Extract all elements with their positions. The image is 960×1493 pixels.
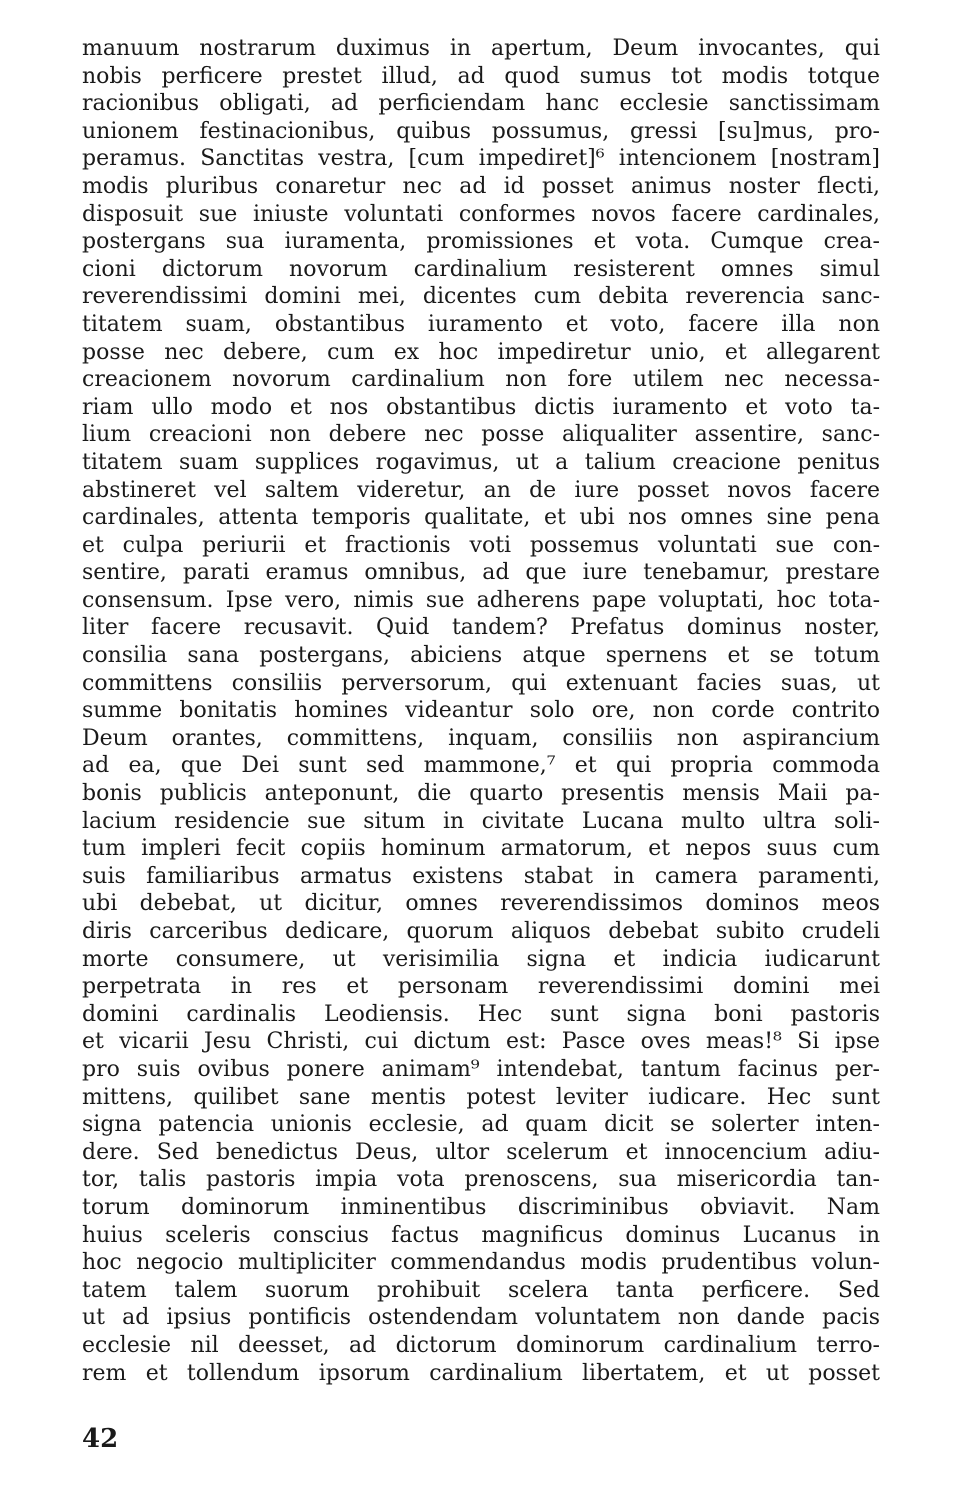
text-line: riam ullo modo et nos obstantibus dictis iuramento et voto ta-: [82, 394, 880, 420]
text-line: summe bonitatis homines videantur solo ore, non corde contrito: [82, 698, 880, 724]
text-line: titatem suam supplices rogavimus, ut a talium creacione penitus: [82, 449, 880, 475]
text-line: committens consiliis perversorum, qui extenuant facies suas, ut: [82, 670, 880, 696]
text-line: nobis perficere prestet illud, ad quod sumus tot modis totque: [82, 63, 880, 89]
text-line: suis familiaribus armatus existens stabat in camera paramenti,: [82, 863, 880, 889]
text-line: tum impleri fecit copiis hominum armatorum, et nepos suus cum: [82, 836, 880, 862]
text-line: abstineret vel saltem videretur, an de iure posset novos facere: [82, 477, 880, 503]
text-line: mittens, quilibet sane mentis potest leviter iudicare. Hec sunt: [82, 1084, 880, 1110]
text-line: consensum. Ipse vero, nimis sue adherens pape voluptati, hoc tota-: [82, 587, 880, 613]
text-line: bonis publicis anteponunt, die quarto presentis mensis Maii pa-: [82, 781, 880, 807]
text-line: posse nec debere, cum ex hoc impediretur unio, et allegarent: [82, 339, 880, 365]
text-line: perpetrata in res et personam reverendissimi domini mei: [82, 974, 880, 1000]
text-line: ubi debebat, ut dicitur, omnes reverendissimos dominos meos: [82, 891, 880, 917]
text-line: ut ad ipsius pontificis ostendendam voluntatem non dande pacis: [82, 1305, 880, 1331]
text-line: manuum nostrarum duximus in apertum, Deum invocantes, qui: [82, 36, 880, 61]
text-line: et culpa periurii et fractionis voti possemus voluntati sue con-: [82, 532, 880, 558]
text-line: dere. Sed benedictus Deus, ultor scelerum et innocencium adiu-: [82, 1139, 880, 1165]
text-line: postergans sua iuramenta, promissiones et vota. Cumque crea-: [82, 229, 880, 255]
text-line: unionem festinacionibus, quibus possumus, gressi [su]mus, pro-: [82, 118, 880, 144]
text-line: consilia sana postergans, abiciens atque spernens et se totum: [82, 643, 880, 669]
text-line: reverendissimi domini mei, dicentes cum debita reverencia sanc-: [82, 284, 880, 310]
text-line: lium creacioni non debere nec posse aliqualiter assentire, sanc-: [82, 422, 880, 448]
text-line: lacium residencie sue situm in civitate Lucana multo ultra soli-: [82, 808, 880, 834]
page-number: 42: [82, 1424, 119, 1454]
text-line: sentire, parati eramus omnibus, ad que iure tenebamur, prestare: [82, 560, 880, 586]
text-line: huius sceleris conscius factus magnificus dominus Lucanus in: [82, 1222, 880, 1248]
text-line: ecclesie nil deesset, ad dictorum dominorum cardinalium terro-: [82, 1332, 880, 1358]
text-line: morte consumere, ut verisimilia signa et indicia iudicarunt: [82, 946, 880, 972]
text-line: signa patencia unionis ecclesie, ad quam dicit se solerter inten-: [82, 1112, 880, 1138]
body-text: [82, 35, 880, 1387]
text-line: modis pluribus conaretur nec ad id posset animus noster flecti,: [82, 173, 880, 199]
text-line: et vicarii Jesu Christi, cui dictum est: Pasce oves meas!⁸ Si ipse: [82, 1029, 880, 1055]
text-line: peramus. Sanctitas vestra, [cum impediret]⁶ intencionem [nostram]: [82, 146, 880, 172]
text-line: racionibus obligati, ad perficiendam hanc ecclesie sanctissimam: [82, 91, 880, 117]
text-line: creacionem novorum cardinalium non fore utilem nec necessa-: [82, 367, 880, 393]
text-line: cardinales, attenta temporis qualitate, et ubi nos omnes sine pena: [82, 505, 880, 531]
text-line: rem et tollendum ipsorum cardinalium libertatem, et ut posset: [82, 1360, 880, 1386]
text-line: domini cardinalis Leodiensis. Hec sunt signa boni pastoris: [82, 1001, 880, 1027]
text-line: hoc negocio multipliciter commendandus modis prudentibus volun-: [82, 1250, 880, 1276]
text-line: diris carceribus dedicare, quorum aliquos debebat subito crudeli: [82, 919, 880, 944]
text-line: pro suis ovibus ponere animam⁹ intendebat, tantum facinus per-: [82, 1056, 880, 1082]
text-line: torum dominorum inminentibus discriminibus obviavit. Nam: [82, 1194, 880, 1220]
text-line: tor, talis pastoris impia vota prenoscens, sua misericordia tan-: [82, 1167, 880, 1193]
text-line: titatem suam, obstantibus iuramento et voto, facere illa non: [82, 311, 880, 337]
text-line: liter facere recusavit. Quid tandem? Prefatus dominus noster,: [82, 615, 880, 641]
text-line: cioni dictorum novorum cardinalium resisterent omnes simul: [82, 256, 880, 282]
text-line: ad ea, que Dei sunt sed mammone,⁷ et qui propria commoda: [82, 753, 880, 779]
text-line: tatem talem suorum prohibuit scelera tanta perficere. Sed: [82, 1277, 880, 1303]
text-line: disposuit sue iniuste voluntati conformes novos facere cardinales,: [82, 201, 880, 227]
text-line: Deum orantes, committens, inquam, consiliis non aspirancium: [82, 725, 880, 751]
